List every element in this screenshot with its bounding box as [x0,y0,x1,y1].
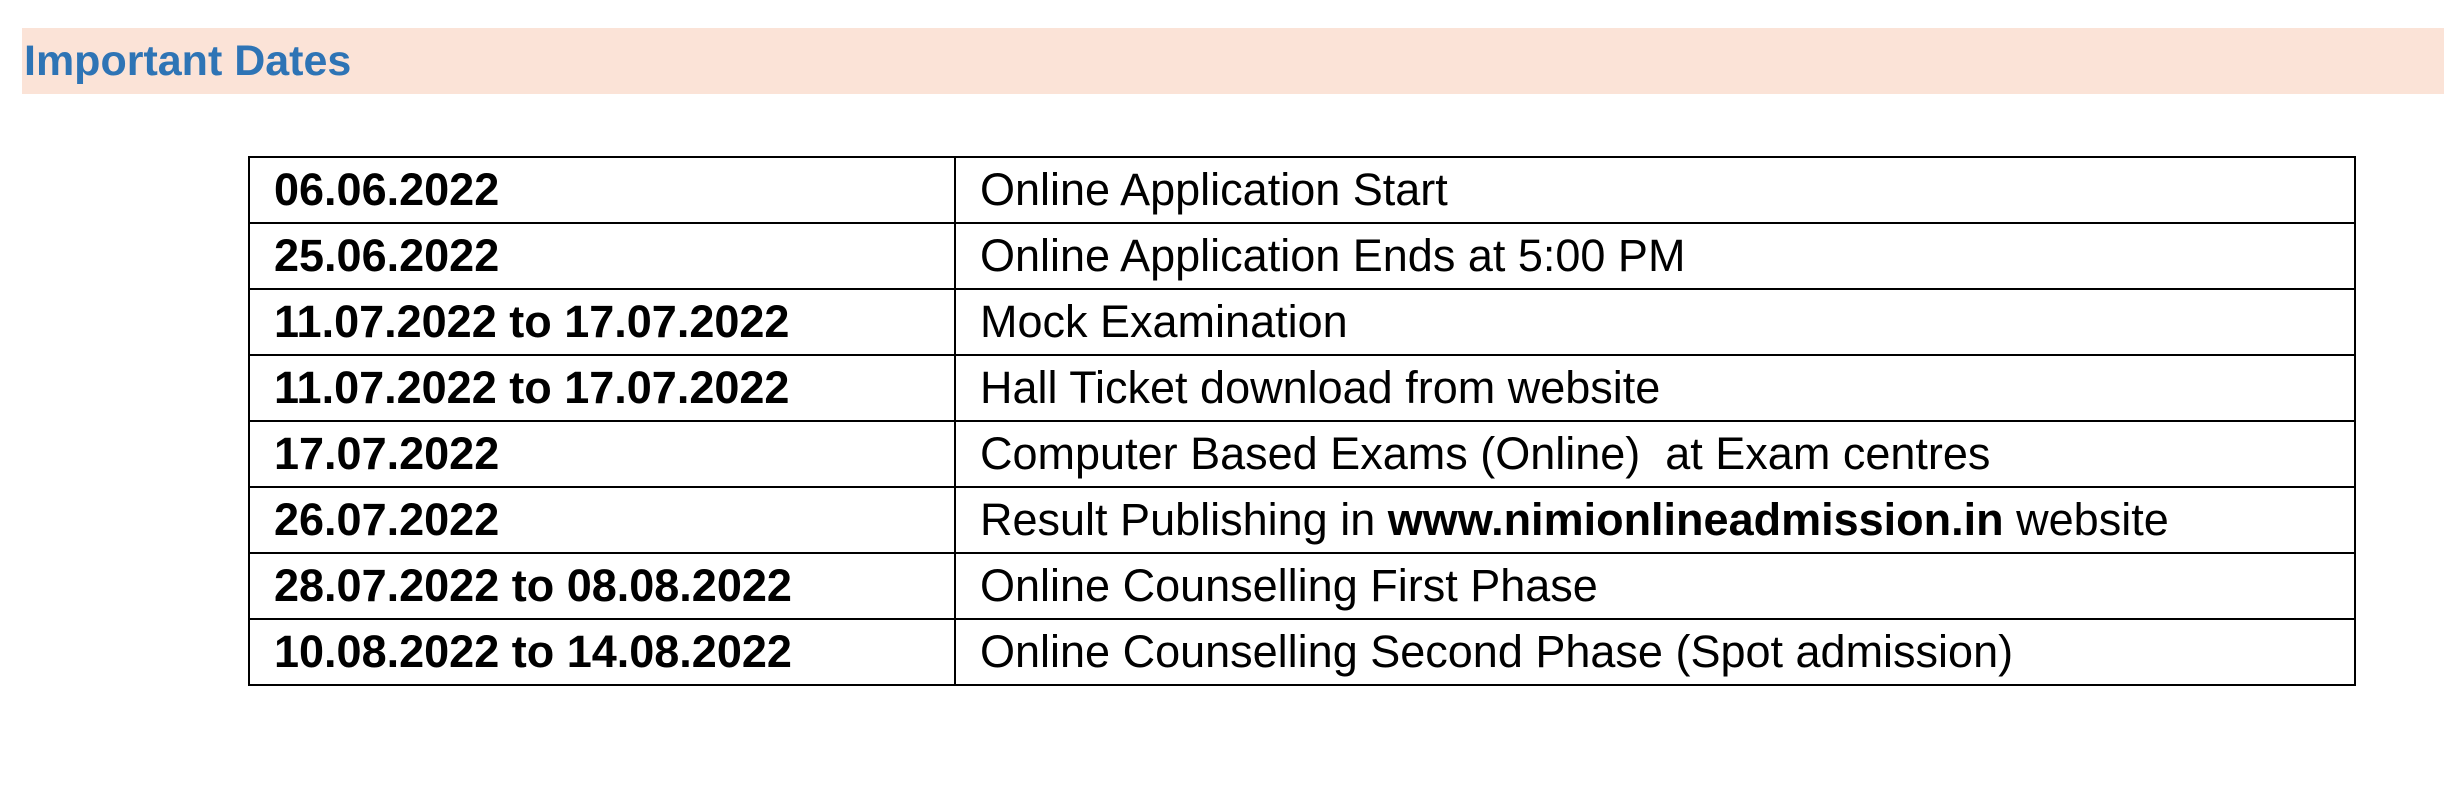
section-heading: Important Dates [24,37,352,85]
date-cell: 11.07.2022 to 17.07.2022 [249,355,955,421]
important-dates-table [248,156,2356,686]
table-row [249,223,2355,289]
event-cell: Online Application Start [955,157,2355,223]
event-text-suffix: website [2003,494,2169,545]
date-cell: 11.07.2022 to 17.07.2022 [249,289,955,355]
table-row [249,157,2355,223]
website-url: www.nimionlineadmission.in [1387,494,2004,545]
table-row [249,355,2355,421]
table-row [249,289,2355,355]
event-text-prefix: Result Publishing in [980,494,1388,545]
date-cell: 25.06.2022 [249,223,955,289]
date-cell: 28.07.2022 to 08.08.2022 [249,553,955,619]
event-cell: Computer Based Exams (Online) at Exam centres [955,421,2355,487]
table-row [249,421,2355,487]
date-cell: 26.07.2022 [249,487,955,553]
date-cell: 17.07.2022 [249,421,955,487]
event-cell [955,487,2355,553]
section-heading-band [22,28,2444,94]
event-cell: Mock Examination [955,289,2355,355]
event-cell: Online Counselling First Phase [955,553,2355,619]
table-row [249,553,2355,619]
date-cell: 10.08.2022 to 14.08.2022 [249,619,955,685]
event-cell: Hall Ticket download from website [955,355,2355,421]
event-cell: Online Counselling Second Phase (Spot admission) [955,619,2355,685]
event-cell: Online Application Ends at 5:00 PM [955,223,2355,289]
table-row [249,487,2355,553]
date-cell: 06.06.2022 [249,157,955,223]
table-row [249,619,2355,685]
